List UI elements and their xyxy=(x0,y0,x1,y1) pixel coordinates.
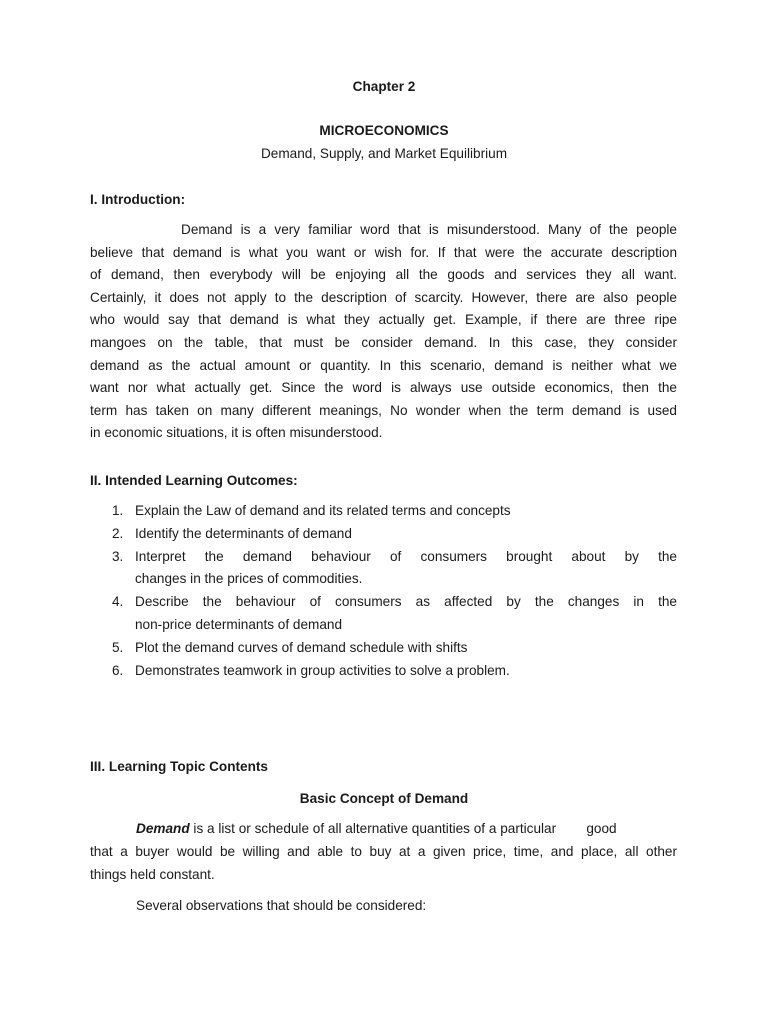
topic-title: Basic Concept of Demand xyxy=(299,791,469,806)
definition-term: Demand xyxy=(136,821,190,836)
outcomes-heading: II. Intended Learning Outcomes: xyxy=(90,473,298,488)
list-item-text: Describe the behaviour of consumers as affected by the changes in the xyxy=(135,594,677,610)
list-item xyxy=(112,523,677,546)
list-item-number: 5. xyxy=(112,639,124,655)
definition-line: things held constant. xyxy=(90,867,215,882)
paragraph-line: demand as the actual amount or quantity. In this scenario, demand is neither what we xyxy=(90,357,677,373)
paragraph-line: of demand, then everybody will be enjoying all the goods and services they all want. xyxy=(90,267,677,283)
list-item-number: 3. xyxy=(112,548,124,564)
list-item xyxy=(112,500,677,523)
introduction-paragraph xyxy=(90,219,677,445)
list-item xyxy=(112,591,677,637)
list-item-text: Interpret the demand behaviour of consumers brought about by the xyxy=(135,548,677,564)
contents-heading: III. Learning Topic Contents xyxy=(90,759,268,774)
list-item xyxy=(112,546,677,592)
subtitle: Demand, Supply, and Market Equilibrium xyxy=(260,146,508,161)
list-item-text: non-price determinants of demand xyxy=(135,616,343,632)
paragraph-line: want nor what actually get. Since the word is always use outside economics, then the xyxy=(90,380,677,396)
paragraph-line: who would say that demand is what they actually get. Example, if there are three ripe xyxy=(90,312,677,328)
list-item-number: 6. xyxy=(112,662,124,678)
observations-text: Several observations that should be considered: xyxy=(136,898,427,913)
paragraph-line: in economic situations, it is often misunderstood. xyxy=(90,425,383,441)
list-item-text: Identify the determinants of demand xyxy=(135,525,352,541)
list-item xyxy=(112,637,677,660)
paragraph-line: Demand is a very familiar word that is misunderstood. Many of the people xyxy=(181,222,677,237)
list-item-number: 2. xyxy=(112,525,124,541)
list-item-number: 4. xyxy=(112,594,124,610)
list-item-text: Explain the Law of demand and its related terms and concepts xyxy=(135,503,511,518)
list-item-text: Plot the demand curves of demand schedule with shifts xyxy=(135,639,468,655)
paragraph-line: believe that demand is what you want or wish for. If that were the accurate description xyxy=(90,244,677,260)
chapter-label: Chapter 2 xyxy=(352,79,416,94)
list-item-text: changes in the prices of commodities. xyxy=(135,571,363,587)
definition-line: that a buyer would be willing and able to buy at a given price, time, and place, all other xyxy=(90,844,677,859)
definition-line xyxy=(90,817,677,840)
paragraph-line: mangoes on the table, that must be consider demand. In this case, they consider xyxy=(90,334,677,350)
outcomes-list xyxy=(112,500,677,682)
list-item-text: Demonstrates teamwork in group activities to solve a problem. xyxy=(135,662,510,678)
list-item-number: 1. xyxy=(112,503,124,518)
introduction-heading: I. Introduction: xyxy=(90,192,186,207)
definition-paragraph xyxy=(90,817,677,886)
subject-title: MICROECONOMICS xyxy=(319,123,449,138)
paragraph-line: term has taken on many different meanings, No wonder when the term demand is used xyxy=(90,402,677,418)
definition-text: is a list or schedule of all alternative quantities of a particular good xyxy=(189,821,617,836)
list-item xyxy=(112,660,677,683)
paragraph-line: Certainly, it does not apply to the description of scarcity. However, there are also people xyxy=(90,289,677,305)
